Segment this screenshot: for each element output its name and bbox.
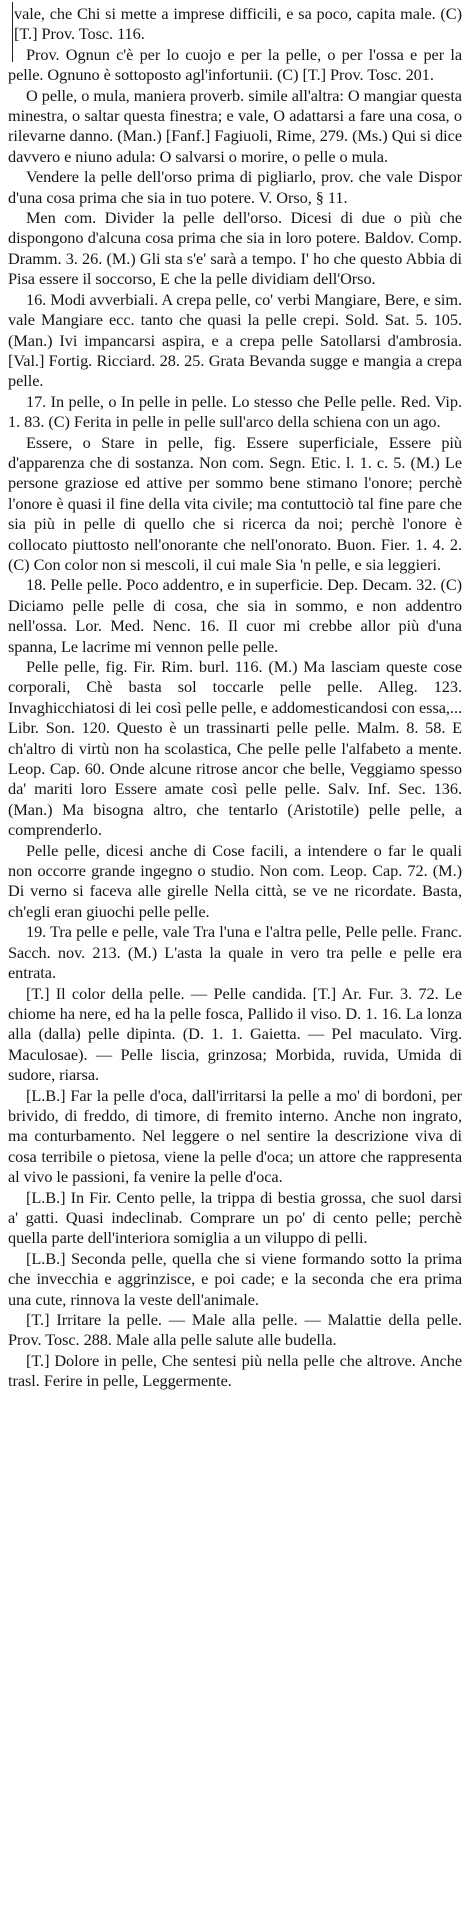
- entry-paragraph-11: Pelle pelle, dicesi anche di Cose facili, a intendere o far le quali non occorre grande ingegno o studio. Non com. Leop. Cap. 72. (M.) Di verno si faceva alle girelle Nella città, se ve ne ricordate. Basta, ch'egli eran giuochi pelle pelle.: [8, 840, 462, 921]
- entry-paragraph-6: 16. Modi avverbiali. A crepa pelle, co' verbi Mangiare, Bere, e sim. vale Mangiare ecc. tanto che quasi la pelle crepi. Sold. Sat. 5. 105. (Man.) Ivi impancarsi aspira, e a crepa pelle Satollarsi d'ambrosia. [Val.] Fortig. Ricciard. 28. 25. Grata Bevanda sugge e mangia a crepa pelle.: [8, 289, 462, 391]
- entry-paragraph-12: 19. Tra pelle e pelle, vale Tra l'una e l'altra pelle, Pelle pelle. Franc. Sacch. nov. 213. (M.) L'asta la quale in vero tra pelle e pelle era entrata.: [8, 922, 462, 983]
- entry-paragraph-9: 18. Pelle pelle. Poco addentro, e in superficie. Dep. Decam. 32. (C) Diciamo pelle pelle di cosa, che sia in sommo, e non addentro nell'ossa. Lor. Med. Nenc. 16. Il cuor mi crebbe allor più d'una spanna, Le lacrime mi vennon pelle pelle.: [8, 575, 462, 656]
- entry-paragraph-3: O pelle, o mula, maniera proverb. simile all'altra: O mangiar questa minestra, o saltar questa finestra; e vale, O adattarsi a fare una cosa, o rilevarne danno. (Man.) [Fanf.] Fagiuoli, Rime, 279. (Ms.) Qui si dice davvero e niuno adula: O salvarsi o morire, o pelle o mula.: [8, 85, 462, 166]
- entry-paragraph-8: Essere, o Stare in pelle, fig. Essere superficiale, Essere più d'apparenza che di sostanza. Non com. Segn. Etic. l. 1. c. 5. (M.) Le persone graziose ed attive per sommo bene stimano l'onore; perchè l'onore è quasi il fine della vita civile; ma contuttociò tal fine pare che sia più in pelle di quello che si ricerca da noi; perchè l'onore è collocato piuttosto nell'onorante che nell'onorato. Buon. Fier. 1. 4. 2. (C) Con color non si mescoli, il cui male Sia 'n pelle, e sia leggieri.: [8, 432, 462, 574]
- entry-paragraph-15: [L.B.] In Fir. Cento pelle, la trippa di bestia grossa, che suol darsi a' gatti. Quasi indeclinab. Comprare un po' di cento pelle; perchè quella parte dell'interiora somiglia a un viluppo di pelli.: [8, 1187, 462, 1248]
- entry-paragraph-7: 17. In pelle, o In pelle in pelle. Lo stesso che Pelle pelle. Red. Vip. 1. 83. (C) Ferita in pelle in pelle sull'arco della schiena con un ago.: [8, 391, 462, 432]
- entry-paragraph-4: Vendere la pelle dell'orso prima di pigliarlo, prov. che vale Dispor d'una cosa prima che sia in tuo potere. V. Orso, § 11.: [8, 167, 462, 207]
- entry-paragraph-2: Prov. Ognun c'è per lo cuojo e per la pelle, o per l'ossa e per la pelle. Ognuno è sottoposto agl'infortunii. (C) [T.] Prov. Tosc. 201.: [8, 44, 462, 85]
- entry-paragraph-17: [T.] Irritare la pelle. — Male alla pelle. — Malattie della pelle. Prov. Tosc. 288. Male alla pelle salute alle budella.: [8, 1310, 462, 1350]
- left-margin-rule: [12, 2, 13, 62]
- entry-paragraph-16: [L.B.] Seconda pelle, quella che si viene formando sotto la prima che invecchia e aggrinzisce, e poi cade; e la seconda che era prima una cute, rinnova la veste dell'animale.: [8, 1248, 462, 1309]
- entry-paragraph-1: vale, che Chi si mette a imprese difficili, e sa poco, capita male. (C) [T.] Prov. Tosc. 116.: [14, 4, 462, 44]
- entry-paragraph-14: [L.B.] Far la pelle d'oca, dall'irritarsi la pelle a mo' di bordoni, per brivido, di freddo, di timore, di fremito interno. Anche non ingrato, ma conturbamento. Nel leggere o nel sentire la descrizione viva di cosa terribile o pietosa, viene la pelle d'oca; un attore che rappresenta al vivo le passioni, fa venire la pelle d'oca.: [8, 1085, 462, 1187]
- entry-paragraph-5: Men com. Divider la pelle dell'orso. Dicesi di due o più che dispongono d'alcuna cosa prima che sia in loro potere. Baldov. Comp. Dramm. 3. 26. (M.) Gli sta s'e' sarà a tempo. I' ho che questo Abbia di Pisa essere il soccorso, E che la pelle dividiam dell'Orso.: [8, 208, 462, 289]
- entry-paragraph-13: [T.] Il color della pelle. — Pelle candida. [T.] Ar. Fur. 3. 72. Le chiome ha nere, ed ha la pelle fosca, Pallido il viso. D. 1. 16. La lonza alla (dalla) pelle dipinta. (D. 1. 1. Gaietta. — Pel maculato. Virg. Maculosae). — Pelle liscia, grinzosa; Morbida, ruvida, Umida di sudore, riarsa.: [8, 983, 462, 1085]
- entry-paragraph-18: [T.] Dolore in pelle, Che sentesi più nella pelle che altrove. Anche trasl. Ferire in pelle, Leggermente.: [8, 1350, 462, 1391]
- entry-paragraph-10: Pelle pelle, fig. Fir. Rim. burl. 116. (M.) Ma lasciam queste cose corporali, Chè basta sol toccarle pelle pelle. Alleg. 123. Invaghicchiatosi di lei così pelle pelle, e addomesticandosi con essa,... Libr. Son. 120. Questo è un trassinarti pelle pelle. Malm. 8. 58. E ch'altro di virtù non ha scolastica, Che pelle pelle l'alfabeto a mente. Leop. Cap. 60. Onde alcune ritrose ancor che belle, Veggiamo spesso da' mariti loro Essere amate così pelle pelle. Salv. Inf. Sec. 136. (Man.) Ma bisogna altro, che tentarlo (Aristotile) pelle pelle, a comprenderlo.: [8, 657, 462, 840]
